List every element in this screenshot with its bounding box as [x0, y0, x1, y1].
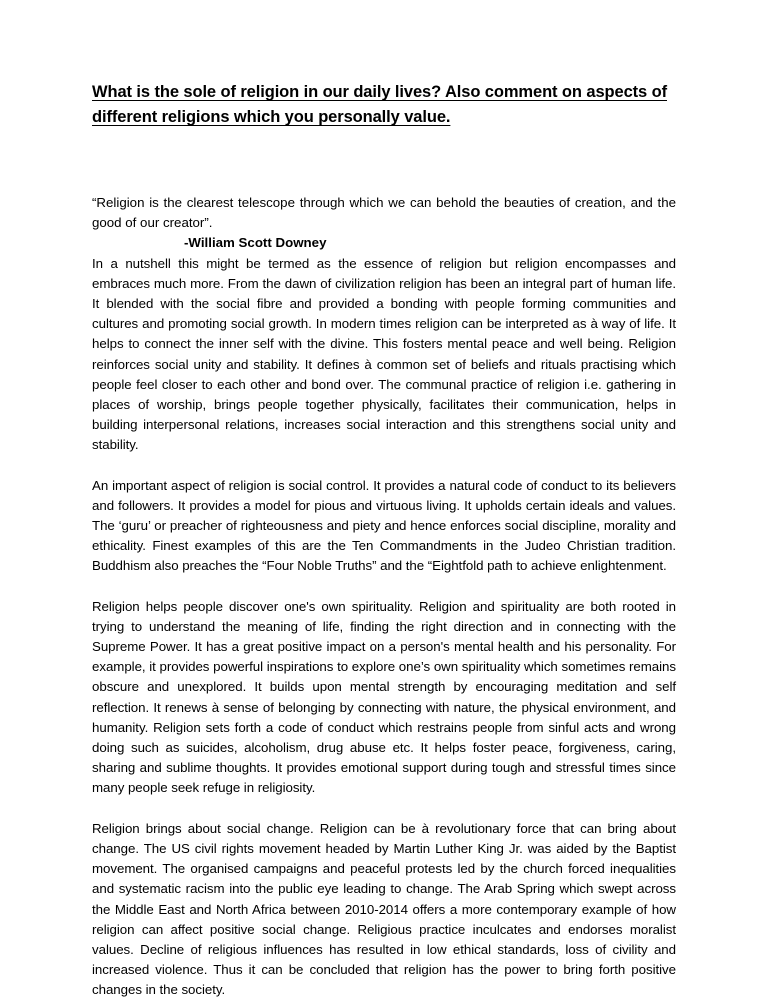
epigraph-attribution: -William Scott Downey	[184, 235, 327, 251]
paragraph-gap	[92, 799, 676, 819]
title-spacer	[92, 130, 676, 193]
body-paragraph-1: In a nutshell this might be termed as the essence of religion but religion encompasses and embraces much more. From the dawn of civilization religion has been an integral part of human life. It blended with the social fibre and provided a bonding with people forming communities and cultures and promoting social growth. In modern times religion can be interpreted as à way of life. It helps to connect the inner self with the divine. This fosters mental peace and well being. Religion reinforces social unity and stability. It defines à common set of beliefs and rituals practising which people feel closer to each other and bond over. The communal practice of religion i.e. gathering in places of worship, brings people together physically, facilitates their communication, helps in building interpersonal relations, increases social interaction and this strengthens social unity and stability.	[92, 255, 676, 453]
body-paragraph-3: Religion helps people discover one's own spirituality. Religion and spirituality are both rooted in trying to understand the meaning of life, finding the right direction and in connecting with the Supreme Power. It has a great positive impact on a person's mental health and his personality. For example, it provides powerful inspirations to explore one’s own spirituality which sometimes remains obscure and unexplored. It builds upon mental strength by encouraging meditation and self reflection. It renews à sense of belonging by connecting with nature, the physical environment, and humanity. Religion sets forth a code of conduct which restrains people from sinful acts and wrong doing such as suicides, alcoholism, drug abuse etc. It helps foster peace, forgiveness, caring, sharing and sublime thoughts. It provides emotional support during tough and stressful times since many people seek refuge in religiosity.	[92, 598, 676, 796]
page-title: What is the sole of religion in our daily lives? Also comment on aspects of different religions which you personally value.	[92, 83, 667, 126]
body-paragraph-4: Religion brings about social change. Religion can be à revolutionary force that can bring about change. The US civil rights movement headed by Martin Luther King Jr. was aided by the Baptist movement. The organised campaigns and peaceful protests led by the church forced inequalities and systematic racism into the public eye leading to change. The Arab Spring which swept across the Middle East and North Africa between 2010-2014 offers a more contemporary example of how religion can affect positive social change. Religious practice inculcates and endorses moralist values. Decline of religious influences has resulted in low ethical standards, loss of civility and increased violence. Thus it can be concluded that religion has the power to bring forth positive changes in the society.	[92, 820, 676, 998]
document-body	[92, 80, 676, 1001]
epigraph-quote: “Religion is the clearest telescope through which we can behold the beauties of creation, and the good of our creator”.	[92, 195, 676, 231]
paragraph-gap	[92, 456, 676, 476]
body-paragraph-2: An important aspect of religion is social control. It provides a natural code of conduct to its believers and followers. It provides a model for pious and virtuous living. It upholds certain ideals and values. The ‘guru’ or preacher of righteousness and piety and hence enforces social discipline, morality and ethicality. Finest examples of this are the Ten Commandments in the Judeo Christian tradition. Buddhism also preaches the “Four Noble Truths” and the “Eightfold path to achieve enlightenment.	[92, 477, 676, 574]
paragraph-gap	[92, 577, 676, 597]
